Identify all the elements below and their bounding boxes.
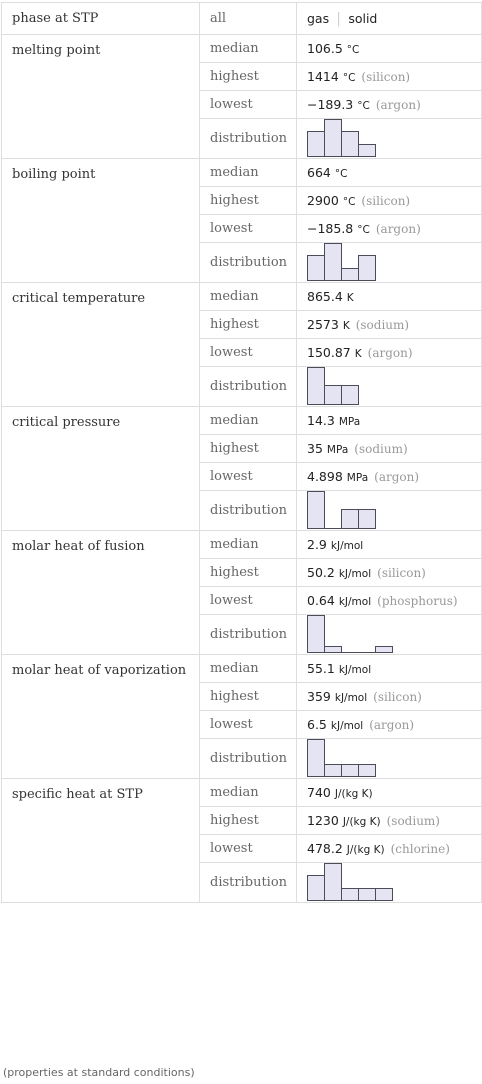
lowest-element: (chlorine) bbox=[390, 841, 450, 856]
histogram-cell bbox=[297, 119, 482, 159]
highest-element: (silicon) bbox=[361, 69, 411, 84]
histogram-bar bbox=[359, 510, 376, 529]
histogram-bar bbox=[308, 256, 325, 281]
histogram-bar bbox=[342, 765, 359, 777]
lowest-value-cell bbox=[297, 339, 482, 367]
stat-label-median: median bbox=[200, 159, 297, 187]
highest-value: 50.2 bbox=[307, 564, 335, 580]
lowest-value: 478.2 bbox=[307, 840, 343, 856]
histogram-bar bbox=[359, 145, 376, 157]
property-name-critical-temperature: critical temperature bbox=[2, 283, 200, 407]
histogram-bar bbox=[342, 386, 359, 405]
median-value-cell bbox=[297, 35, 482, 63]
row-critical-pressure-median bbox=[2, 407, 482, 435]
median-value: 664 bbox=[307, 164, 331, 180]
histogram-bar bbox=[308, 132, 325, 157]
median-unit: MPa bbox=[338, 415, 361, 428]
median-unit: kJ/mol bbox=[330, 539, 364, 552]
lowest-unit: J/(kg K) bbox=[346, 843, 385, 856]
row-boiling-point-median bbox=[2, 159, 482, 187]
median-value-cell bbox=[297, 159, 482, 187]
median-unit: kJ/mol bbox=[338, 663, 372, 676]
distribution-histogram-molar-heat-of-vaporization bbox=[307, 739, 377, 778]
distribution-histogram-melting-point bbox=[307, 119, 377, 158]
lowest-value: −185.8 bbox=[307, 220, 354, 236]
row-molar-heat-of-vaporization-median bbox=[2, 655, 482, 683]
lowest-element: (argon) bbox=[375, 221, 421, 236]
highest-element: (silicon) bbox=[377, 565, 426, 580]
median-value-cell bbox=[297, 779, 482, 807]
lowest-element: (argon) bbox=[369, 717, 415, 732]
property-name-melting-point: melting point bbox=[2, 35, 200, 159]
histogram-bar bbox=[342, 269, 359, 281]
histogram-bar bbox=[325, 120, 342, 157]
histogram-bar bbox=[325, 244, 342, 281]
highest-value: 35 bbox=[307, 440, 323, 456]
histogram-bar bbox=[342, 510, 359, 529]
highest-unit: J/(kg K) bbox=[342, 815, 381, 828]
header-phases bbox=[297, 3, 482, 35]
highest-value-cell bbox=[297, 311, 482, 339]
header-label: phase at STP bbox=[2, 3, 200, 35]
histogram-cell bbox=[297, 863, 482, 903]
highest-value: 359 bbox=[307, 688, 331, 704]
highest-element: (sodium) bbox=[354, 441, 408, 456]
lowest-value: 0.64 bbox=[307, 592, 335, 608]
row-molar-heat-of-fusion-median bbox=[2, 531, 482, 559]
header-stat: all bbox=[200, 3, 297, 35]
stat-label-highest: highest bbox=[200, 435, 297, 463]
footnote: (properties at standard conditions) bbox=[3, 1066, 195, 1079]
histogram-bar bbox=[308, 492, 325, 529]
highest-value-cell bbox=[297, 559, 482, 587]
median-unit: J/(kg K) bbox=[334, 787, 373, 800]
histogram-bar bbox=[308, 368, 325, 405]
histogram-bar bbox=[359, 765, 376, 777]
histogram-cell bbox=[297, 243, 482, 283]
highest-unit: K bbox=[342, 319, 350, 332]
stat-label-median: median bbox=[200, 283, 297, 311]
header-row bbox=[2, 3, 482, 35]
median-value: 865.4 bbox=[307, 288, 343, 304]
median-unit: °C bbox=[334, 167, 348, 180]
property-name-boiling-point: boiling point bbox=[2, 159, 200, 283]
lowest-value-cell bbox=[297, 835, 482, 863]
lowest-value-cell bbox=[297, 711, 482, 739]
lowest-value-cell bbox=[297, 215, 482, 243]
histogram-bar bbox=[325, 864, 342, 901]
row-critical-temperature-median bbox=[2, 283, 482, 311]
median-value-cell bbox=[297, 283, 482, 311]
histogram-bar bbox=[376, 647, 393, 653]
distribution-histogram-molar-heat-of-fusion bbox=[307, 615, 394, 654]
stat-label-median: median bbox=[200, 407, 297, 435]
stat-label-highest: highest bbox=[200, 187, 297, 215]
median-unit: K bbox=[346, 291, 354, 304]
stat-label-lowest: lowest bbox=[200, 835, 297, 863]
phase-gas: gas bbox=[307, 10, 330, 26]
histogram-cell bbox=[297, 367, 482, 407]
distribution-histogram-critical-temperature bbox=[307, 367, 360, 406]
stat-label-distribution: distribution bbox=[200, 739, 297, 779]
histogram-bar bbox=[359, 889, 376, 901]
phase-solid: solid bbox=[348, 10, 378, 26]
histogram-bar bbox=[359, 256, 376, 281]
stat-label-lowest: lowest bbox=[200, 587, 297, 615]
histogram-bar bbox=[308, 876, 325, 901]
highest-element: (sodium) bbox=[386, 813, 440, 828]
stat-label-highest: highest bbox=[200, 807, 297, 835]
lowest-unit: kJ/mol bbox=[330, 719, 364, 732]
stat-label-lowest: lowest bbox=[200, 339, 297, 367]
highest-unit: kJ/mol bbox=[338, 567, 372, 580]
lowest-element: (argon) bbox=[374, 469, 420, 484]
lowest-value: 6.5 bbox=[307, 716, 327, 732]
stat-label-median: median bbox=[200, 531, 297, 559]
histogram-bar bbox=[308, 740, 325, 777]
distribution-histogram-boiling-point bbox=[307, 243, 377, 282]
stat-label-distribution: distribution bbox=[200, 119, 297, 159]
histogram-bar bbox=[325, 647, 342, 653]
phase-separator: | bbox=[337, 9, 341, 27]
highest-value-cell bbox=[297, 435, 482, 463]
property-name-critical-pressure: critical pressure bbox=[2, 407, 200, 531]
stat-label-lowest: lowest bbox=[200, 711, 297, 739]
histogram-bar bbox=[342, 132, 359, 157]
median-value-cell bbox=[297, 531, 482, 559]
stat-label-median: median bbox=[200, 779, 297, 807]
lowest-value-cell bbox=[297, 463, 482, 491]
histogram-bar bbox=[342, 889, 359, 901]
properties-table-body bbox=[2, 3, 482, 903]
row-specific-heat-at-stp-median bbox=[2, 779, 482, 807]
highest-value-cell bbox=[297, 187, 482, 215]
histogram-bar bbox=[325, 386, 342, 405]
lowest-unit: K bbox=[354, 347, 362, 360]
stat-label-lowest: lowest bbox=[200, 463, 297, 491]
highest-value-cell bbox=[297, 63, 482, 91]
histogram-cell bbox=[297, 491, 482, 531]
highest-value-cell bbox=[297, 683, 482, 711]
histogram-bar bbox=[325, 765, 342, 777]
highest-unit: °C bbox=[342, 195, 356, 208]
stat-label-median: median bbox=[200, 35, 297, 63]
histogram-bar bbox=[376, 889, 393, 901]
highest-value: 2900 bbox=[307, 192, 339, 208]
median-value-cell bbox=[297, 655, 482, 683]
lowest-unit: °C bbox=[357, 99, 370, 112]
stat-label-lowest: lowest bbox=[200, 91, 297, 119]
lowest-unit: kJ/mol bbox=[338, 595, 372, 608]
property-name-specific-heat-at-stp: specific heat at STP bbox=[2, 779, 200, 903]
highest-element: (silicon) bbox=[373, 689, 422, 704]
highest-unit: °C bbox=[342, 71, 356, 84]
stat-label-lowest: lowest bbox=[200, 215, 297, 243]
lowest-value: −189.3 bbox=[307, 96, 354, 112]
stat-label-distribution: distribution bbox=[200, 863, 297, 903]
median-value: 2.9 bbox=[307, 536, 327, 552]
stat-label-highest: highest bbox=[200, 683, 297, 711]
stat-label-distribution: distribution bbox=[200, 491, 297, 531]
highest-value: 1230 bbox=[307, 812, 339, 828]
distribution-histogram-specific-heat-at-stp bbox=[307, 863, 394, 902]
lowest-value-cell bbox=[297, 587, 482, 615]
row-melting-point-median bbox=[2, 35, 482, 63]
highest-element: (silicon) bbox=[361, 193, 411, 208]
highest-element: (sodium) bbox=[355, 317, 410, 332]
highest-unit: MPa bbox=[326, 443, 349, 456]
lowest-element: (argon) bbox=[367, 345, 413, 360]
highest-value-cell bbox=[297, 807, 482, 835]
distribution-histogram-critical-pressure bbox=[307, 491, 377, 530]
lowest-element: (phosphorus) bbox=[377, 593, 458, 608]
highest-unit: kJ/mol bbox=[334, 691, 368, 704]
lowest-element: (argon) bbox=[375, 97, 421, 112]
median-value: 14.3 bbox=[307, 412, 335, 428]
property-name-molar-heat-of-vaporization: molar heat of vaporization bbox=[2, 655, 200, 779]
lowest-value: 4.898 bbox=[307, 468, 343, 484]
property-name-molar-heat-of-fusion: molar heat of fusion bbox=[2, 531, 200, 655]
highest-value: 1414 bbox=[307, 68, 339, 84]
median-value: 740 bbox=[307, 784, 331, 800]
histogram-bar bbox=[308, 616, 325, 653]
lowest-value: 150.87 bbox=[307, 344, 351, 360]
stat-label-highest: highest bbox=[200, 63, 297, 91]
lowest-value-cell bbox=[297, 91, 482, 119]
median-value-cell bbox=[297, 407, 482, 435]
median-value: 106.5 bbox=[307, 40, 343, 56]
stat-label-highest: highest bbox=[200, 311, 297, 339]
histogram-cell bbox=[297, 739, 482, 779]
highest-value: 2573 bbox=[307, 316, 339, 332]
stat-label-distribution: distribution bbox=[200, 615, 297, 655]
lowest-unit: °C bbox=[357, 223, 370, 236]
stat-label-median: median bbox=[200, 655, 297, 683]
lowest-unit: MPa bbox=[346, 471, 369, 484]
stat-label-distribution: distribution bbox=[200, 243, 297, 283]
stat-label-highest: highest bbox=[200, 559, 297, 587]
histogram-cell bbox=[297, 615, 482, 655]
stat-label-distribution: distribution bbox=[200, 367, 297, 407]
properties-table bbox=[1, 2, 482, 903]
median-value: 55.1 bbox=[307, 660, 335, 676]
median-unit: °C bbox=[346, 43, 360, 56]
